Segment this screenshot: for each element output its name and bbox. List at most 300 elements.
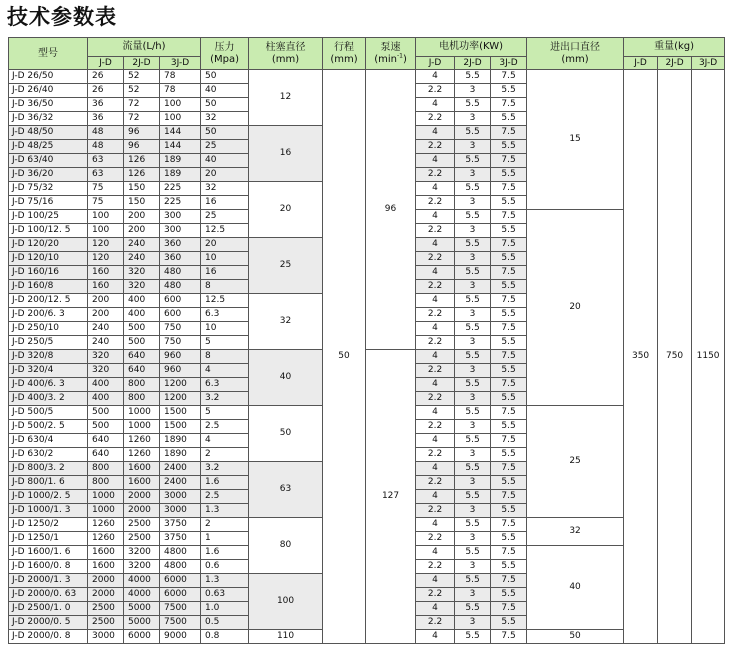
- motor-3jd-cell: 5.5: [491, 84, 527, 98]
- header-flow: 流量(L/h): [88, 38, 201, 57]
- flow-2jd-cell: 1000: [124, 420, 160, 434]
- pressure-cell: 20: [201, 238, 249, 252]
- flow-jd-cell: 240: [88, 322, 124, 336]
- plunger-diameter-cell: 12: [249, 70, 323, 126]
- flow-3jd-cell: 100: [160, 112, 201, 126]
- motor-jd-cell: 2.2: [416, 364, 455, 378]
- pressure-cell: 32: [201, 112, 249, 126]
- motor-jd-cell: 2.2: [416, 224, 455, 238]
- flow-jd-cell: 2500: [88, 616, 124, 630]
- pressure-cell: 50: [201, 98, 249, 112]
- flow-3jd-cell: 600: [160, 308, 201, 322]
- flow-jd-cell: 800: [88, 476, 124, 490]
- flow-3jd-cell: 300: [160, 210, 201, 224]
- flow-3jd-cell: 360: [160, 238, 201, 252]
- model-cell: J-D 250/5: [9, 336, 88, 350]
- motor-2jd-cell: 5.5: [455, 294, 491, 308]
- motor-3jd-cell: 7.5: [491, 182, 527, 196]
- motor-jd-cell: 4: [416, 518, 455, 532]
- pressure-cell: 25: [201, 210, 249, 224]
- flow-jd-cell: 26: [88, 84, 124, 98]
- header-flow-jd: J-D: [88, 57, 124, 70]
- motor-2jd-cell: 3: [455, 168, 491, 182]
- flow-jd-cell: 1000: [88, 504, 124, 518]
- model-cell: J-D 400/3. 2: [9, 392, 88, 406]
- flow-2jd-cell: 52: [124, 70, 160, 84]
- model-cell: J-D 36/50: [9, 98, 88, 112]
- flow-3jd-cell: 1200: [160, 392, 201, 406]
- motor-3jd-cell: 5.5: [491, 112, 527, 126]
- motor-3jd-cell: 5.5: [491, 392, 527, 406]
- header-weight-jd: J-D: [624, 57, 658, 70]
- flow-2jd-cell: 4000: [124, 588, 160, 602]
- header-weight: 重量(kg): [624, 38, 725, 57]
- flow-jd-cell: 100: [88, 224, 124, 238]
- motor-3jd-cell: 5.5: [491, 532, 527, 546]
- flow-2jd-cell: 240: [124, 238, 160, 252]
- motor-jd-cell: 4: [416, 154, 455, 168]
- motor-jd-cell: 2.2: [416, 84, 455, 98]
- pressure-cell: 1.3: [201, 504, 249, 518]
- model-cell: J-D 1600/1. 6: [9, 546, 88, 560]
- flow-3jd-cell: 4800: [160, 546, 201, 560]
- pump-speed-cell: 96: [366, 70, 416, 350]
- motor-jd-cell: 2.2: [416, 476, 455, 490]
- flow-jd-cell: 120: [88, 238, 124, 252]
- plunger-diameter-cell: 40: [249, 350, 323, 406]
- flow-3jd-cell: 7500: [160, 616, 201, 630]
- port-diameter-cell: 32: [527, 518, 624, 546]
- motor-jd-cell: 4: [416, 350, 455, 364]
- flow-2jd-cell: 800: [124, 392, 160, 406]
- motor-2jd-cell: 3: [455, 588, 491, 602]
- header-flow-3jd: 3J-D: [160, 57, 201, 70]
- flow-jd-cell: 200: [88, 308, 124, 322]
- motor-jd-cell: 2.2: [416, 616, 455, 630]
- flow-2jd-cell: 2000: [124, 504, 160, 518]
- header-pressure: 压力 (Mpa): [201, 38, 249, 70]
- pressure-cell: 2.5: [201, 420, 249, 434]
- flow-jd-cell: 2000: [88, 588, 124, 602]
- model-cell: J-D 200/12. 5: [9, 294, 88, 308]
- motor-2jd-cell: 5.5: [455, 210, 491, 224]
- flow-3jd-cell: 960: [160, 350, 201, 364]
- pressure-cell: 16: [201, 266, 249, 280]
- flow-jd-cell: 36: [88, 98, 124, 112]
- flow-3jd-cell: 1200: [160, 378, 201, 392]
- motor-2jd-cell: 5.5: [455, 406, 491, 420]
- plunger-diameter-cell: 100: [249, 574, 323, 630]
- motor-3jd-cell: 7.5: [491, 546, 527, 560]
- flow-2jd-cell: 200: [124, 224, 160, 238]
- flow-2jd-cell: 640: [124, 364, 160, 378]
- motor-3jd-cell: 7.5: [491, 238, 527, 252]
- motor-jd-cell: 4: [416, 490, 455, 504]
- motor-3jd-cell: 5.5: [491, 560, 527, 574]
- pressure-cell: 16: [201, 196, 249, 210]
- flow-2jd-cell: 96: [124, 140, 160, 154]
- pressure-cell: 40: [201, 84, 249, 98]
- motor-jd-cell: 4: [416, 294, 455, 308]
- motor-3jd-cell: 5.5: [491, 308, 527, 322]
- flow-jd-cell: 75: [88, 196, 124, 210]
- motor-2jd-cell: 3: [455, 504, 491, 518]
- model-cell: J-D 100/25: [9, 210, 88, 224]
- header-flow-2jd: 2J-D: [124, 57, 160, 70]
- flow-jd-cell: 1260: [88, 518, 124, 532]
- flow-2jd-cell: 5000: [124, 602, 160, 616]
- flow-3jd-cell: 300: [160, 224, 201, 238]
- motor-2jd-cell: 5.5: [455, 434, 491, 448]
- pressure-cell: 0.5: [201, 616, 249, 630]
- flow-jd-cell: 320: [88, 364, 124, 378]
- flow-3jd-cell: 144: [160, 140, 201, 154]
- motor-jd-cell: 4: [416, 126, 455, 140]
- header-weight-3jd: 3J-D: [692, 57, 725, 70]
- port-diameter-cell: 20: [527, 210, 624, 406]
- port-diameter-cell: 50: [527, 630, 624, 644]
- table-row: [9, 70, 725, 84]
- motor-3jd-cell: 7.5: [491, 406, 527, 420]
- table-body: [9, 70, 725, 644]
- pressure-cell: 8: [201, 280, 249, 294]
- motor-jd-cell: 2.2: [416, 532, 455, 546]
- motor-2jd-cell: 3: [455, 140, 491, 154]
- motor-2jd-cell: 3: [455, 532, 491, 546]
- motor-3jd-cell: 5.5: [491, 588, 527, 602]
- page-title: 技术参数表: [7, 5, 117, 29]
- flow-2jd-cell: 2500: [124, 518, 160, 532]
- motor-2jd-cell: 5.5: [455, 518, 491, 532]
- model-cell: J-D 2000/0. 5: [9, 616, 88, 630]
- motor-2jd-cell: 3: [455, 280, 491, 294]
- motor-3jd-cell: 7.5: [491, 294, 527, 308]
- model-cell: J-D 160/16: [9, 266, 88, 280]
- model-cell: J-D 120/10: [9, 252, 88, 266]
- plunger-diameter-cell: 25: [249, 238, 323, 294]
- flow-jd-cell: 640: [88, 448, 124, 462]
- motor-jd-cell: 4: [416, 434, 455, 448]
- motor-2jd-cell: 5.5: [455, 70, 491, 84]
- pressure-cell: 1.0: [201, 602, 249, 616]
- motor-3jd-cell: 7.5: [491, 70, 527, 84]
- motor-jd-cell: 2.2: [416, 392, 455, 406]
- flow-2jd-cell: 200: [124, 210, 160, 224]
- motor-2jd-cell: 5.5: [455, 266, 491, 280]
- flow-jd-cell: 63: [88, 168, 124, 182]
- motor-3jd-cell: 5.5: [491, 364, 527, 378]
- flow-3jd-cell: 100: [160, 98, 201, 112]
- flow-3jd-cell: 144: [160, 126, 201, 140]
- model-cell: J-D 630/2: [9, 448, 88, 462]
- spec-table: [8, 37, 725, 644]
- flow-jd-cell: 240: [88, 336, 124, 350]
- plunger-diameter-cell: 50: [249, 406, 323, 462]
- flow-2jd-cell: 400: [124, 294, 160, 308]
- model-cell: J-D 100/12. 5: [9, 224, 88, 238]
- model-cell: J-D 800/3. 2: [9, 462, 88, 476]
- model-cell: J-D 75/16: [9, 196, 88, 210]
- motor-2jd-cell: 5.5: [455, 602, 491, 616]
- model-cell: J-D 630/4: [9, 434, 88, 448]
- motor-3jd-cell: 5.5: [491, 196, 527, 210]
- motor-3jd-cell: 5.5: [491, 224, 527, 238]
- motor-jd-cell: 2.2: [416, 308, 455, 322]
- pressure-cell: 8: [201, 350, 249, 364]
- model-cell: J-D 63/40: [9, 154, 88, 168]
- flow-3jd-cell: 9000: [160, 630, 201, 644]
- pressure-cell: 4: [201, 434, 249, 448]
- motor-3jd-cell: 5.5: [491, 616, 527, 630]
- motor-2jd-cell: 3: [455, 336, 491, 350]
- pressure-cell: 50: [201, 70, 249, 84]
- pressure-cell: 20: [201, 168, 249, 182]
- motor-2jd-cell: 5.5: [455, 378, 491, 392]
- flow-3jd-cell: 225: [160, 182, 201, 196]
- model-cell: J-D 1600/0. 8: [9, 560, 88, 574]
- flow-3jd-cell: 1890: [160, 434, 201, 448]
- pressure-cell: 0.63: [201, 588, 249, 602]
- flow-3jd-cell: 3000: [160, 504, 201, 518]
- motor-3jd-cell: 7.5: [491, 518, 527, 532]
- stroke-cell: 50: [323, 70, 366, 644]
- pressure-cell: 2.5: [201, 490, 249, 504]
- weight-3jd-cell: 1150: [692, 70, 725, 644]
- plunger-diameter-cell: 32: [249, 294, 323, 350]
- model-cell: J-D 36/20: [9, 168, 88, 182]
- flow-2jd-cell: 800: [124, 378, 160, 392]
- flow-3jd-cell: 225: [160, 196, 201, 210]
- model-cell: J-D 26/40: [9, 84, 88, 98]
- flow-jd-cell: 2000: [88, 574, 124, 588]
- motor-jd-cell: 4: [416, 210, 455, 224]
- model-cell: J-D 250/10: [9, 322, 88, 336]
- header-weight-2jd: 2J-D: [658, 57, 692, 70]
- flow-2jd-cell: 126: [124, 168, 160, 182]
- model-cell: J-D 1250/2: [9, 518, 88, 532]
- motor-jd-cell: 2.2: [416, 252, 455, 266]
- flow-jd-cell: 640: [88, 434, 124, 448]
- flow-jd-cell: 800: [88, 462, 124, 476]
- pressure-cell: 3.2: [201, 462, 249, 476]
- flow-2jd-cell: 640: [124, 350, 160, 364]
- flow-2jd-cell: 52: [124, 84, 160, 98]
- model-cell: J-D 400/6. 3: [9, 378, 88, 392]
- model-cell: J-D 1000/2. 5: [9, 490, 88, 504]
- motor-3jd-cell: 7.5: [491, 630, 527, 644]
- flow-jd-cell: 320: [88, 350, 124, 364]
- flow-3jd-cell: 1890: [160, 448, 201, 462]
- flow-3jd-cell: 750: [160, 322, 201, 336]
- motor-2jd-cell: 3: [455, 364, 491, 378]
- motor-2jd-cell: 3: [455, 560, 491, 574]
- header-stroke: 行程 (mm): [323, 38, 366, 70]
- flow-3jd-cell: 4800: [160, 560, 201, 574]
- model-cell: J-D 500/5: [9, 406, 88, 420]
- pump-speed-cell: 127: [366, 350, 416, 644]
- flow-jd-cell: 200: [88, 294, 124, 308]
- flow-jd-cell: 36: [88, 112, 124, 126]
- motor-2jd-cell: 3: [455, 308, 491, 322]
- motor-3jd-cell: 5.5: [491, 280, 527, 294]
- flow-2jd-cell: 1260: [124, 434, 160, 448]
- motor-3jd-cell: 7.5: [491, 490, 527, 504]
- motor-3jd-cell: 5.5: [491, 476, 527, 490]
- model-cell: J-D 320/4: [9, 364, 88, 378]
- flow-2jd-cell: 72: [124, 98, 160, 112]
- port-diameter-cell: 40: [527, 546, 624, 630]
- motor-2jd-cell: 3: [455, 224, 491, 238]
- motor-jd-cell: 2.2: [416, 280, 455, 294]
- motor-jd-cell: 4: [416, 182, 455, 196]
- weight-2jd-cell: 750: [658, 70, 692, 644]
- model-cell: J-D 1000/1. 3: [9, 504, 88, 518]
- pressure-cell: 3.2: [201, 392, 249, 406]
- model-cell: J-D 26/50: [9, 70, 88, 84]
- pressure-cell: 10: [201, 252, 249, 266]
- motor-jd-cell: 2.2: [416, 588, 455, 602]
- flow-2jd-cell: 96: [124, 126, 160, 140]
- flow-2jd-cell: 320: [124, 280, 160, 294]
- motor-jd-cell: 4: [416, 70, 455, 84]
- motor-2jd-cell: 5.5: [455, 462, 491, 476]
- motor-3jd-cell: 7.5: [491, 154, 527, 168]
- flow-2jd-cell: 3200: [124, 546, 160, 560]
- flow-3jd-cell: 3000: [160, 490, 201, 504]
- pressure-cell: 32: [201, 182, 249, 196]
- motor-2jd-cell: 3: [455, 616, 491, 630]
- flow-2jd-cell: 4000: [124, 574, 160, 588]
- flow-jd-cell: 26: [88, 70, 124, 84]
- pressure-cell: 0.6: [201, 560, 249, 574]
- flow-jd-cell: 120: [88, 252, 124, 266]
- flow-2jd-cell: 6000: [124, 630, 160, 644]
- header-pump-speed: 泵速 $(\min^{-1})$: [366, 38, 416, 70]
- motor-jd-cell: 4: [416, 322, 455, 336]
- motor-3jd-cell: 7.5: [491, 98, 527, 112]
- model-cell: J-D 48/25: [9, 140, 88, 154]
- motor-2jd-cell: 5.5: [455, 490, 491, 504]
- model-cell: J-D 48/50: [9, 126, 88, 140]
- flow-2jd-cell: 1600: [124, 476, 160, 490]
- flow-3jd-cell: 189: [160, 168, 201, 182]
- model-cell: J-D 1250/1: [9, 532, 88, 546]
- motor-3jd-cell: 7.5: [491, 210, 527, 224]
- motor-3jd-cell: 5.5: [491, 504, 527, 518]
- flow-jd-cell: 1260: [88, 532, 124, 546]
- motor-jd-cell: 2.2: [416, 560, 455, 574]
- motor-2jd-cell: 3: [455, 196, 491, 210]
- pressure-cell: 12.5: [201, 294, 249, 308]
- pressure-cell: 10: [201, 322, 249, 336]
- motor-2jd-cell: 5.5: [455, 630, 491, 644]
- motor-2jd-cell: 5.5: [455, 98, 491, 112]
- pressure-cell: 5: [201, 336, 249, 350]
- plunger-diameter-cell: 20: [249, 182, 323, 238]
- flow-2jd-cell: 150: [124, 182, 160, 196]
- header-motor-2jd: 2J-D: [455, 57, 491, 70]
- motor-2jd-cell: 3: [455, 84, 491, 98]
- weight-jd-cell: 350: [624, 70, 658, 644]
- header-plunger: 柱塞直径 (mm): [249, 38, 323, 70]
- model-cell: J-D 800/1. 6: [9, 476, 88, 490]
- flow-jd-cell: 400: [88, 392, 124, 406]
- plunger-diameter-cell: 63: [249, 462, 323, 518]
- flow-2jd-cell: 72: [124, 112, 160, 126]
- flow-3jd-cell: 1500: [160, 406, 201, 420]
- pressure-cell: 1.6: [201, 546, 249, 560]
- motor-2jd-cell: 3: [455, 476, 491, 490]
- motor-jd-cell: 4: [416, 630, 455, 644]
- motor-jd-cell: 2.2: [416, 168, 455, 182]
- motor-jd-cell: 4: [416, 574, 455, 588]
- motor-jd-cell: 2.2: [416, 196, 455, 210]
- motor-3jd-cell: 5.5: [491, 252, 527, 266]
- flow-2jd-cell: 2000: [124, 490, 160, 504]
- motor-jd-cell: 2.2: [416, 336, 455, 350]
- flow-jd-cell: 160: [88, 280, 124, 294]
- motor-jd-cell: 2.2: [416, 448, 455, 462]
- motor-2jd-cell: 5.5: [455, 154, 491, 168]
- flow-3jd-cell: 78: [160, 84, 201, 98]
- flow-2jd-cell: 150: [124, 196, 160, 210]
- flow-2jd-cell: 1260: [124, 448, 160, 462]
- flow-2jd-cell: 500: [124, 322, 160, 336]
- flow-jd-cell: 400: [88, 378, 124, 392]
- motor-jd-cell: 4: [416, 98, 455, 112]
- model-cell: J-D 500/2. 5: [9, 420, 88, 434]
- model-cell: J-D 120/20: [9, 238, 88, 252]
- motor-jd-cell: 4: [416, 406, 455, 420]
- motor-jd-cell: 4: [416, 602, 455, 616]
- motor-2jd-cell: 5.5: [455, 546, 491, 560]
- flow-jd-cell: 2500: [88, 602, 124, 616]
- model-cell: J-D 2500/1. 0: [9, 602, 88, 616]
- motor-3jd-cell: 5.5: [491, 336, 527, 350]
- flow-jd-cell: 1600: [88, 546, 124, 560]
- plunger-diameter-cell: 110: [249, 630, 323, 644]
- motor-2jd-cell: 3: [455, 420, 491, 434]
- flow-2jd-cell: 500: [124, 336, 160, 350]
- motor-2jd-cell: 5.5: [455, 126, 491, 140]
- motor-3jd-cell: 7.5: [491, 574, 527, 588]
- motor-2jd-cell: 5.5: [455, 574, 491, 588]
- motor-3jd-cell: 7.5: [491, 378, 527, 392]
- pressure-cell: 1.3: [201, 574, 249, 588]
- motor-jd-cell: 2.2: [416, 420, 455, 434]
- flow-jd-cell: 48: [88, 140, 124, 154]
- flow-jd-cell: 160: [88, 266, 124, 280]
- pressure-cell: 1: [201, 532, 249, 546]
- motor-2jd-cell: 5.5: [455, 322, 491, 336]
- flow-jd-cell: 3000: [88, 630, 124, 644]
- flow-3jd-cell: 600: [160, 294, 201, 308]
- motor-3jd-cell: 5.5: [491, 168, 527, 182]
- pressure-cell: 25: [201, 140, 249, 154]
- model-cell: J-D 2000/0. 63: [9, 588, 88, 602]
- flow-3jd-cell: 3750: [160, 518, 201, 532]
- model-cell: J-D 36/32: [9, 112, 88, 126]
- motor-jd-cell: 4: [416, 462, 455, 476]
- pressure-cell: 50: [201, 126, 249, 140]
- model-cell: J-D 160/8: [9, 280, 88, 294]
- motor-2jd-cell: 3: [455, 112, 491, 126]
- header-motor: 电机功率(KW): [416, 38, 527, 57]
- flow-3jd-cell: 6000: [160, 574, 201, 588]
- flow-3jd-cell: 960: [160, 364, 201, 378]
- flow-3jd-cell: 750: [160, 336, 201, 350]
- flow-jd-cell: 48: [88, 126, 124, 140]
